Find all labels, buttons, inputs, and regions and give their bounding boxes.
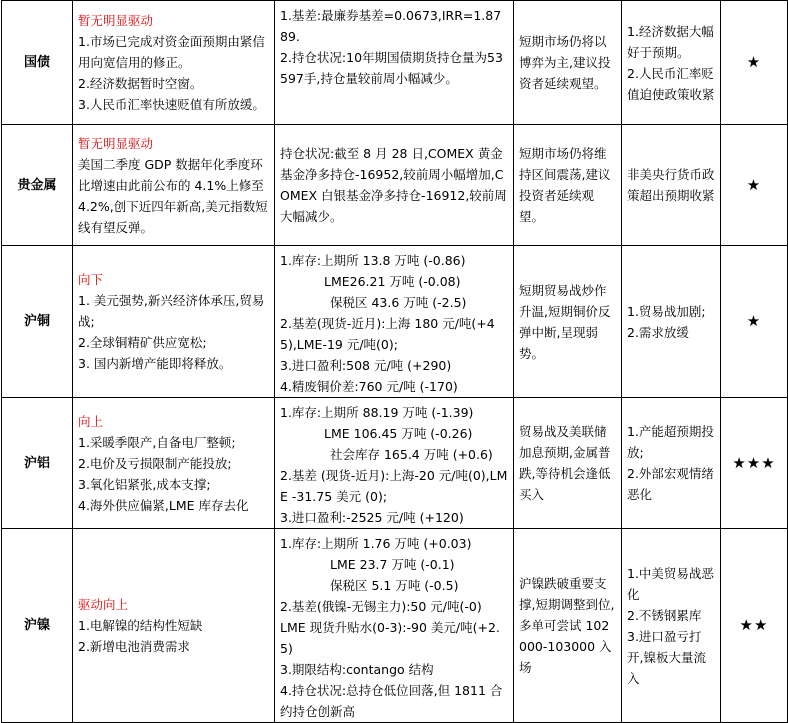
product-name: 沪铜 — [2, 246, 73, 398]
data-cell — [275, 246, 514, 398]
drivers-cell — [73, 398, 275, 529]
driver-item: 1.采暖季限产,自备电厂整顿; — [78, 434, 236, 450]
drivers-heading: 驱动向上 — [78, 597, 129, 612]
data-item: 1.库存:上期所 88.19 万吨 (-1.39) — [280, 405, 474, 420]
data-item: 2.基差(俄镍-无锡主力):50 元/吨(-0) — [280, 599, 482, 614]
driver-item: 3. 国内新增产能即将释放。 — [78, 356, 232, 371]
view-cell: 短期贸易战炒作升温,短期铜价反弹中断,呈现弱势。 — [514, 246, 622, 398]
risk-item: 2.需求放缓 — [627, 324, 689, 340]
rating-stars: ★ — [721, 246, 788, 398]
risk-item: 2.外部宏观情绪恶化 — [627, 466, 714, 502]
data-item: 社会库存 165.4 万吨 (+0.6) — [330, 447, 493, 462]
risk-item: 2.不锈钢累库 — [627, 607, 702, 623]
data-item: LME26.21 万吨 (-0.08) — [324, 274, 461, 289]
data-cell — [275, 1, 514, 125]
driver-item: 3.人民币汇率快速贬值有所放缓。 — [78, 97, 265, 112]
data-item: 保税区 43.6 万吨 (-2.5) — [330, 295, 467, 310]
rating-stars: ★★★ — [721, 398, 788, 529]
driver-item: 2.电价及亏损限制产能投放; — [78, 455, 232, 471]
table-row — [2, 246, 788, 398]
driver-item: 2.经济数据暂时空窗。 — [78, 76, 203, 91]
risk-item: 1.经济数据大幅好于预期。 — [627, 23, 714, 60]
data-cell — [275, 529, 514, 723]
view-cell: 贸易战及美联储加息预期,金属普跌,等待机会逢低买入 — [514, 398, 622, 529]
data-item: 2.基差 (现货-近月):上海-20 元/吨(0),LME -31.75 美元 (0); — [280, 468, 508, 504]
drivers-cell — [73, 1, 275, 125]
view-cell: 短期市场仍将以博弈为主,建议投资者延续观望。 — [514, 1, 622, 125]
risk-cell — [622, 529, 721, 723]
product-name: 贵金属 — [2, 125, 73, 246]
data-item: 3.期限结构:contango 结构 — [280, 662, 434, 677]
risk-item: 2.人民币汇率贬值迫使政策收紧 — [627, 65, 715, 102]
product-name: 沪铝 — [2, 398, 73, 529]
table-row — [2, 1, 788, 125]
product-name: 国债 — [2, 1, 73, 125]
rating-stars: ★★ — [721, 529, 788, 723]
data-item: LME 106.45 万吨 (-0.26) — [324, 426, 473, 441]
rating-stars: ★ — [721, 1, 788, 125]
risk-cell — [622, 125, 721, 246]
data-item: 2.基差(现货-近月):上海 180 元/吨(+45),LME-19 元/吨(0); — [280, 316, 495, 352]
risk-item: 非美央行货币政策超出预期收紧 — [627, 167, 715, 203]
table-row — [2, 125, 788, 246]
driver-item: 1.市场已完成对资金面预期由紧信用向宽信用的修正。 — [78, 34, 265, 70]
data-item: 1.库存:上期所 1.76 万吨 (+0.03) — [280, 536, 472, 551]
futures-summary-table — [1, 0, 788, 723]
driver-item: 4.海外供应偏紧,LME 库存去化 — [78, 497, 249, 513]
data-cell — [275, 398, 514, 529]
risk-cell — [622, 1, 721, 125]
risk-item: 3.进口盈亏打开,镍板大量流入 — [627, 628, 706, 686]
driver-item: 1.电解镍的结构性短缺 — [78, 618, 203, 633]
driver-item: 1. 美元强势,新兴经济体承压,贸易战; — [78, 293, 265, 329]
data-item: 4.精废铜价差:760 元/吨 (-170) — [280, 379, 458, 394]
drivers-heading: 向下 — [78, 272, 104, 287]
data-item: 1.库存:上期所 13.8 万吨 (-0.86) — [280, 253, 466, 268]
data-item: 4.持仓状况:总持仓低位回落,但 1811 合约持仓创新高 — [280, 683, 503, 719]
driver-item: 2.新增电池消费需求 — [78, 639, 190, 654]
view-cell: 沪镍跌破重要支撑,短期调整到位,多单可尝试 102000-103000 入场 — [514, 529, 622, 723]
data-item: 3.进口盈利:508 元/吨 (+290) — [280, 358, 452, 373]
risk-item: 1.产能超预期投放; — [627, 424, 714, 460]
data-item: 2.持仓状况:10年期国债期货持仓量为53597手,持仓量较前周小幅减少。 — [280, 50, 503, 86]
risk-cell — [622, 246, 721, 398]
driver-item: 2.全球铜精矿供应宽松; — [78, 335, 207, 350]
drivers-cell — [73, 246, 275, 398]
table-row — [2, 529, 788, 723]
driver-item: 3.氧化铝紧张,成本支撑; — [78, 476, 211, 492]
table-row — [2, 398, 788, 529]
risk-cell — [622, 398, 721, 529]
drivers-cell — [73, 529, 275, 723]
product-name: 沪镍 — [2, 529, 73, 723]
data-cell — [275, 125, 514, 246]
risk-item: 1.中美贸易战恶化 — [627, 565, 714, 602]
data-item: LME 23.7 万吨 (-0.1) — [330, 557, 455, 572]
drivers-heading: 向上 — [78, 413, 104, 429]
view-cell: 短期市场仍将维持区间震荡,建议投资者延续观望。 — [514, 125, 622, 246]
rating-stars: ★ — [721, 125, 788, 246]
data-item: LME 现货升贴水(0-3):-90 美元/吨(+2.5) — [280, 620, 500, 656]
risk-item: 1.贸易战加剧; — [627, 303, 706, 319]
data-item: 1.基差:最廉券基差=0.0673,IRR=1.8789. — [280, 8, 502, 44]
drivers-heading: 暂无明显驱动 — [78, 135, 154, 151]
drivers-heading: 暂无明显驱动 — [78, 13, 154, 28]
drivers-cell — [73, 125, 275, 246]
data-item: 持仓状况:截至 8 月 28 日,COMEX 黄金基金净多持仓-16952,较前周小幅增加,COMEX 白银基金净多持仓-16912,较前周大幅减少。 — [280, 146, 507, 224]
data-item: 保税区 5.1 万吨 (-0.5) — [330, 578, 459, 593]
driver-item: 美国二季度 GDP 数据年化季度环比增速由此前公布的 4.1%上修至 4.2%,创下近四年新高,美元指数短线有望反弹。 — [78, 156, 268, 235]
data-item: 3.进口盈利:-2525 元/吨 (+120) — [280, 510, 464, 525]
